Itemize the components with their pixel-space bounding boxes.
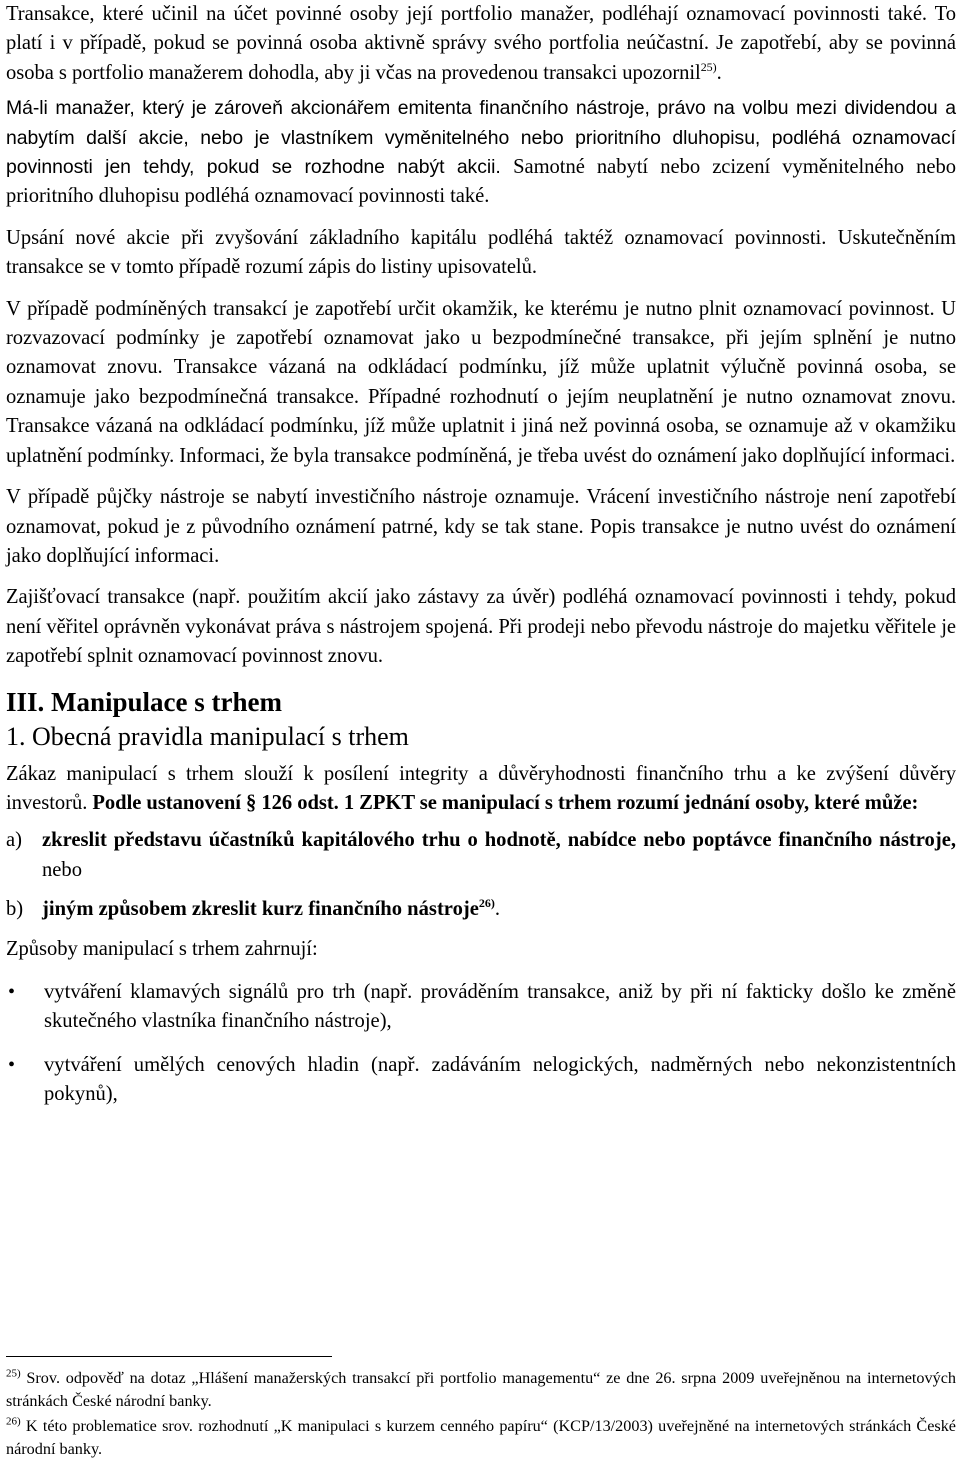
bullet-item [6,978,956,1037]
paragraph-portfolio-manager: Transakce, které učinil na účet povinné osoby její portfolio manažer, podléhají oznamovací povinnosti také. To platí i v případě, pokud se povinná osoba aktivně správy svého portfolia neúčastní. Je zapotřebí, aby se povinná osoba s portfolio manažerem dohodla, aby ji včas na provedenou transakci upozornil$^{25)}$. [6,3,956,84]
bullet-text: vytváření umělých cenových hladin (např. zadáváním nelogických, nadměrných nebo nekonzistentních pokynů), [44,1053,956,1106]
paragraph-dividend-choice: Má-li manažer, který je zároveň akcionářem emitenta finančního nástroje, právo na volbu mezi dividendou a nabytím další akcie, nebo je vlastníkem vyměnitelného nebo prioritního dluhopisu, podléhá oznamovací povinnosti jen tehdy, pokud se rozhodne nabýt akcii. Samotné nabytí nebo zcizení vyměnitelného nebo prioritního dluhopisu podléhá oznamovací povinnosti také. [6,97,956,208]
paragraph-manipulation-methods: Způsoby manipulací s trhem zahrnují: [6,937,318,960]
footnote-26 [6,1415,956,1461]
footnote-number: 25) [6,1367,21,1380]
footnote-number: 26) [6,1415,21,1428]
section-heading: III. Manipulace s trhem [6,686,282,717]
footnote-text: Srov. odpověď na dotaz „Hlášení manažerských transakcí při portfolio managementu“ ze dne 26. srpna 2009 uveřejněnou na internetových stránkách České národní banky. [6,1369,956,1410]
paragraph-instrument-loan: V případě půjčky nástroje se nabytí investičního nástroje oznamuje. Vrácení investičního nástroje není zapotřebí oznamovat, pokud je z původního oznámení patrné, kdy se tak stane. Popis transakce je nutno uvést do oznámení jako doplňující informaci. [6,486,956,567]
list-marker: b) [6,898,24,921]
list-item-text: jiným způsobem zkreslit kurz finančního nástroje$^{26)}$. [42,896,501,921]
document-page [6,0,956,1120]
paragraph-new-shares: Upsání nové akcie při zvyšování základního kapitálu podléhá taktéž oznamovací povinnosti. Uskutečněním transakce se v tomto případě rozumí zápis do listiny upisovatelů. [6,226,956,279]
bullet-text: vytváření klamavých signálů pro trh (např. prováděním transakce, aniž by při ní fakticky došlo ke změně skutečného vlastníka finančního nástroje), [44,980,956,1033]
footnote-ref-26[interactable]: 26) [478,896,495,911]
list-item-a [6,826,956,885]
paragraph-collateral-transactions: Zajišťovací transakce (např. použitím akcií jako zástavy za úvěr) podléhá oznamovací povinnosti i tehdy, pokud není věřitel oprávněn vykonávat práva s nástrojem spojená. Při prodeji nebo převodu nástroje do majetku věřitele je zapotřebí splnit oznamovací povinnost znovu. [6,586,956,668]
footnote-divider [6,1356,332,1357]
bullet-item [6,1051,956,1110]
subsection-heading: 1. Obecná pravidla manipulací s trhem [6,721,409,751]
paragraph-text: Transakce, které učinil na účet povinné osoby její portfolio manažer, podléhají oznamovací povinnosti také. To platí i v případě, pokud se povinná osoba aktivně správy svého portfolia neúčastní. Je zapotřebí, aby se povinná osoba s portfolio manažerem dohodla, aby ji včas na provedenou transakci upozornil [6,3,956,84]
paragraph-conditional-transactions: V případě podmíněných transakcí je zapotřebí určit okamžik, ke kterému je nutno plnit oznamovací povinnost. U rozvazovací podmínky je zapotřebí oznamovat jako u bezpodmínečné transakce, při jejím splnění je nutno oznamovat znovu. Transakce vázaná na odkládací podmínku, jíž může uplatnit výlučně povinná osoba, se oznamuje jako bezpodmínečná transakce. Případné rozhodnutí o jejím neuplatnění je nutno oznamovat znovu. Transakce vázaná na odkládací podmínku, jíž může uplatnit i jiná než povinná osoba, se oznamuje až v okamžiku uplatnění podmínky. Informaci, že byla transakce podmíněná, je třeba uvést do oznámení jako doplňující informaci. [6,297,956,467]
footnote-text: K této problematice srov. rozhodnutí „K manipulaci s kurzem cenného papíru“ (KCP/13/2003) uveřejněné na internetových stránkách České národní banky. [6,1417,956,1458]
footnote-ref-25[interactable]: 25) [700,59,717,74]
list-item-text: zkreslit představu účastníků kapitálového trhu o hodnotě, nabídce nebo poptávce finančního nástroje, nebo [42,829,956,881]
list-item-b [6,895,956,924]
bullet-icon: • [8,1053,16,1076]
list-marker: a) [6,829,22,852]
footnote-25 [6,1367,956,1413]
paragraph-market-manipulation-ban: Zákaz manipulací s trhem slouží k posílení integrity a důvěryhodnosti finančního trhu a ke zvýšení důvěry investorů. Podle ustanovení § 126 odst. 1 ZPKT se manipulací s trhem rozumí jednání osoby, které může: [6,762,956,814]
bullet-icon: • [8,980,16,1003]
